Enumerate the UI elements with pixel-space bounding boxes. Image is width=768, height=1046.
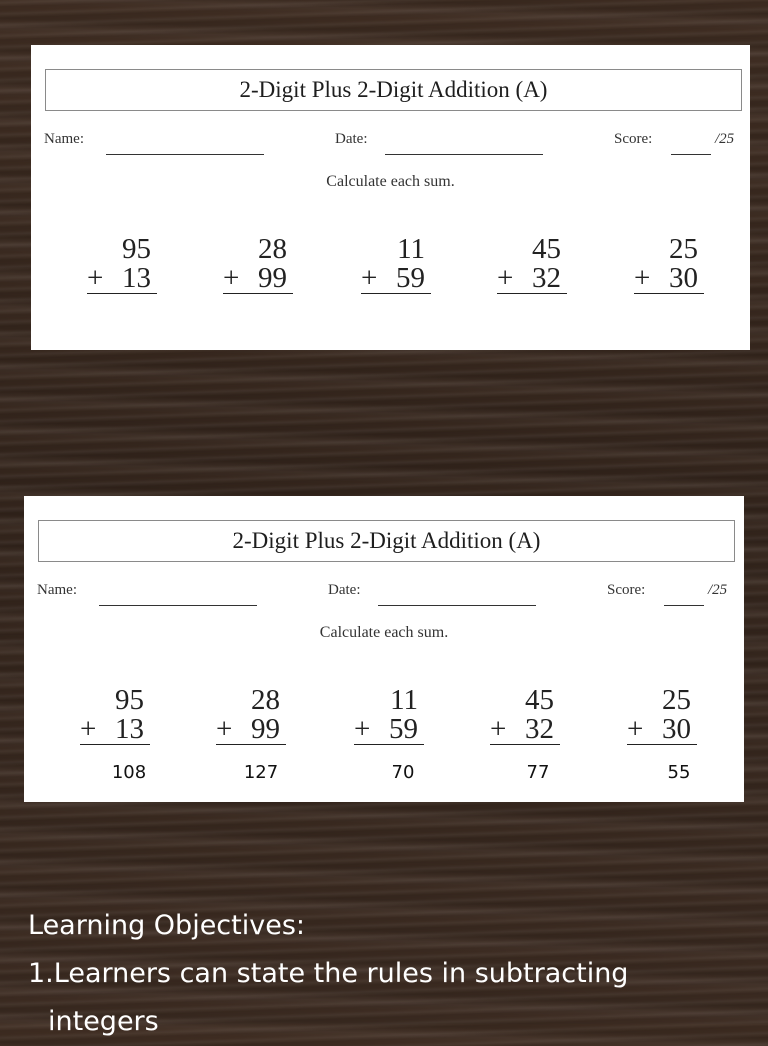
objectives-heading: Learning Objectives:	[28, 910, 305, 941]
problem-addend: 30	[662, 713, 691, 745]
name-label: Name:	[44, 131, 84, 147]
problem-addend: 59	[396, 262, 425, 294]
problem-addend: 13	[122, 262, 151, 294]
problem-top: 11	[397, 233, 425, 265]
name-label: Name:	[37, 582, 77, 598]
problem-top: 28	[251, 684, 280, 716]
plus-sign: +	[634, 262, 651, 294]
objective-1-line-1: 1.Learners can state the rules in subtracting	[28, 958, 629, 989]
score-total: /25	[708, 582, 728, 598]
answer-4: 77	[526, 762, 550, 783]
answer-1: 108	[111, 762, 147, 783]
problem-addend: 30	[669, 262, 698, 294]
plus-sign: +	[223, 262, 240, 294]
problem-top: 25	[669, 233, 698, 265]
date-label: Date:	[335, 131, 368, 147]
instructions: Calculate each sum.	[326, 173, 455, 190]
plus-sign: +	[627, 713, 644, 745]
problem	[196, 686, 286, 745]
problem-top: 45	[532, 233, 561, 265]
problem	[614, 235, 704, 294]
answer-2: 127	[243, 762, 279, 783]
problem	[67, 235, 157, 294]
problem-addend: 32	[532, 262, 561, 294]
answer-5: 55	[667, 762, 691, 783]
objective-1-line-2: integers	[48, 1006, 159, 1037]
date-label: Date:	[328, 582, 361, 598]
plus-sign: +	[361, 262, 378, 294]
plus-sign: +	[216, 713, 233, 745]
learning-objectives	[28, 902, 748, 1046]
plus-sign: +	[80, 713, 97, 745]
worksheet-title: 2-Digit Plus 2-Digit Addition (A)	[38, 520, 735, 562]
problem	[341, 235, 431, 294]
score-label: Score:	[614, 131, 653, 147]
date-line	[385, 154, 543, 155]
problem-top: 25	[662, 684, 691, 716]
score-line	[664, 605, 704, 606]
plus-sign: +	[497, 262, 514, 294]
problem-top: 95	[122, 233, 151, 265]
problem-addend: 59	[389, 713, 418, 745]
worksheet-blank	[31, 45, 750, 350]
problem-top: 28	[258, 233, 287, 265]
plus-sign: +	[490, 713, 507, 745]
problem	[607, 686, 697, 745]
worksheet-title: 2-Digit Plus 2-Digit Addition (A)	[45, 69, 742, 111]
problem-addend: 99	[251, 713, 280, 745]
problem	[334, 686, 424, 745]
worksheet-answered	[24, 496, 744, 802]
date-line	[378, 605, 536, 606]
instructions: Calculate each sum.	[319, 624, 449, 641]
problem-addend: 99	[258, 262, 287, 294]
problem	[203, 235, 293, 294]
plus-sign: +	[87, 262, 104, 294]
score-line	[671, 154, 711, 155]
name-line	[106, 154, 264, 155]
score-label: Score:	[607, 582, 646, 598]
name-line	[99, 605, 257, 606]
problem-addend: 32	[525, 713, 554, 745]
problem	[477, 235, 567, 294]
answer-3: 70	[391, 762, 415, 783]
problem-top: 45	[525, 684, 554, 716]
score-total: /25	[715, 131, 735, 147]
plus-sign: +	[354, 713, 371, 745]
problem-addend: 13	[115, 713, 144, 745]
problem-top: 11	[390, 684, 418, 716]
problem	[470, 686, 560, 745]
problem	[60, 686, 150, 745]
problem-top: 95	[115, 684, 144, 716]
